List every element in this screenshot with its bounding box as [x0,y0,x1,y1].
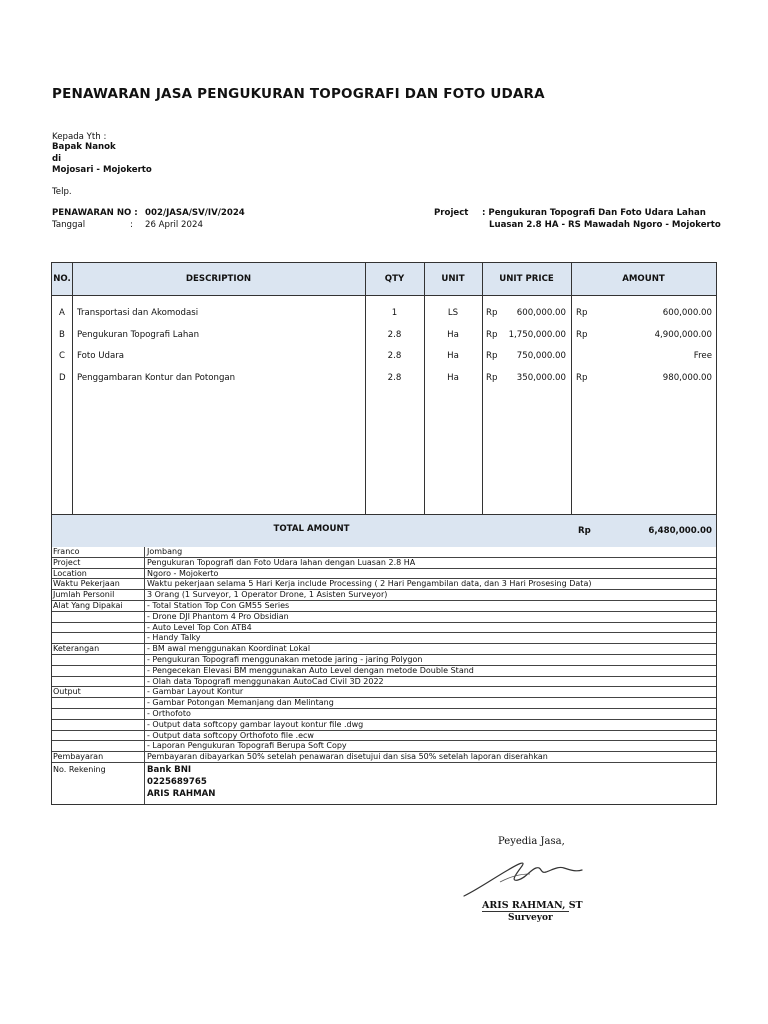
header-qty: QTY [384,274,405,284]
terms-row: - Drone DJI Phantom 4 Pro Obsidian [52,612,716,623]
row-amount-currency: Rp [576,330,588,340]
row-amount-currency: Rp [576,373,588,383]
terms-row: - Pengecekan Elevasi BM menggunakan Auto Level dengan metode Double Stand [52,666,716,677]
recipient-place: Mojosari - Mojokerto [52,165,152,175]
row-description: Transportasi dan Akomodasi [77,308,199,318]
row-no: B [59,330,65,340]
header-amount: AMOUNT [622,274,665,284]
offer-date-label: Tanggal [52,220,86,230]
header-unit: UNIT [441,274,465,284]
row-unit: Ha [447,330,459,340]
total-label: TOTAL AMOUNT [273,524,350,534]
signature-underline [482,911,569,912]
terms-row: Pembayaran Pembayaran dibayarkan 50% setelah penawaran disetujui dan sisa 50% setelah laporan diserahkan [52,752,716,763]
items-table [51,262,717,547]
bank-account-holder: ARIS RAHMAN [147,789,216,799]
offer-date-sep: : [130,220,133,230]
row-price-currency: Rp [486,330,498,340]
header-no: NO. [53,274,71,284]
terms-row: Jumlah Personil 3 Orang (1 Surveyor, 1 Operator Drone, 1 Asisten Surveyor) [52,590,716,601]
row-amount-currency: Rp [576,308,588,318]
row-no: C [59,351,66,361]
offer-date-value: 26 April 2024 [145,220,203,230]
recipient-name: Bapak Nanok [52,142,116,152]
row-price-currency: Rp [486,351,498,361]
row-amount: 600,000.00 [662,308,712,318]
document-title: PENAWARAN JASA PENGUKURAN TOPOGRAFI DAN FOTO UDARA [52,86,545,102]
terms-row: Output - Gambar Layout Kontur [52,687,716,698]
signatory-name: ARIS RAHMAN, ST [482,900,583,911]
terms-row: Alat Yang Dipakai - Total Station Top Con GM55 Series [52,601,716,612]
terms-row: - Olah data Topografi menggunakan AutoCad Civil 3D 2022 [52,677,716,688]
row-price-currency: Rp [486,308,498,318]
row-description: Pengukuran Topografi Lahan [77,330,200,340]
terms-table [51,547,717,805]
row-qty: 1 [391,308,398,318]
recipient-di: di [52,154,62,164]
row-qty: 2.8 [387,330,402,340]
terms-row: - Laporan Pengukuran Topografi Berupa Soft Copy [52,741,716,752]
offer-no-label: PENAWARAN NO : [52,208,138,218]
terms-row: Franco Jombang [52,547,716,558]
terms-row: - Output data softcopy gambar layout kontur file .dwg [52,720,716,731]
row-no: D [59,373,66,383]
row-price-currency: Rp [486,373,498,383]
total-amount: 6,480,000.00 [648,526,712,536]
row-qty: 2.8 [387,351,402,361]
row-description: Foto Udara [77,351,125,361]
terms-row: Keterangan - BM awal menggunakan Koordinat Lokal [52,644,716,655]
row-description: Penggambaran Kontur dan Potongan [77,373,236,383]
row-amount: 980,000.00 [662,373,712,383]
total-row [52,514,716,547]
row-amount: 4,900,000.00 [654,330,712,340]
total-currency: Rp [578,526,591,536]
bank-account-number: 0225689765 [147,777,207,787]
terms-row: Project Pengukuran Topografi dan Foto Udara lahan dengan Luasan 2.8 HA [52,558,716,569]
handwritten-signature [460,852,590,902]
project-line1: : Pengukuran Topografi Dan Foto Udara Lahan [482,208,706,218]
row-amount: Free [693,351,712,361]
terms-row: - Gambar Potongan Memanjang dan Melintang [52,698,716,709]
project-line2: Luasan 2.8 HA - RS Mawadah Ngoro - Mojokerto [489,220,721,230]
header-unit-price: UNIT PRICE [499,274,554,284]
offer-no-value: 002/JASA/SV/IV/2024 [145,208,245,218]
bank-name: Bank BNI [147,765,192,775]
terms-row: Location Ngoro - Mojokerto [52,569,716,580]
terms-row: - Handy Talky [52,633,716,644]
terms-row: - Output data softcopy Orthofoto file .ecw [52,731,716,742]
recipient-kepada: Kepada Yth : [52,132,107,142]
signatory-role: Surveyor [508,913,553,923]
terms-row: - Pengukuran Topografi menggunakan metode jaring - jaring Polygon [52,655,716,666]
row-no: A [59,308,65,318]
row-unit-price: 600,000.00 [516,308,566,318]
terms-row: - Auto Level Top Con ATB4 [52,623,716,634]
header-description: DESCRIPTION [185,274,252,284]
row-unit: Ha [447,373,459,383]
row-unit-price: 350,000.00 [516,373,566,383]
row-unit-price: 1,750,000.00 [508,330,566,340]
terms-row: Waktu Pekerjaan Waktu pekerjaan selama 5 Hari Kerja include Processing ( 2 Hari Pengambilan data, dan 3 Hari Prosesing Data) [52,579,716,590]
row-unit-price: 750,000.00 [516,351,566,361]
row-unit: LS [447,308,459,318]
bank-label: No. Rekening [53,765,106,774]
signature-intro: Peyedia Jasa, [498,836,565,847]
project-label: Project [434,208,469,218]
row-qty: 2.8 [387,373,402,383]
recipient-telp: Telp. [52,187,72,197]
terms-row: - Orthofoto [52,709,716,720]
row-unit: Ha [447,351,459,361]
